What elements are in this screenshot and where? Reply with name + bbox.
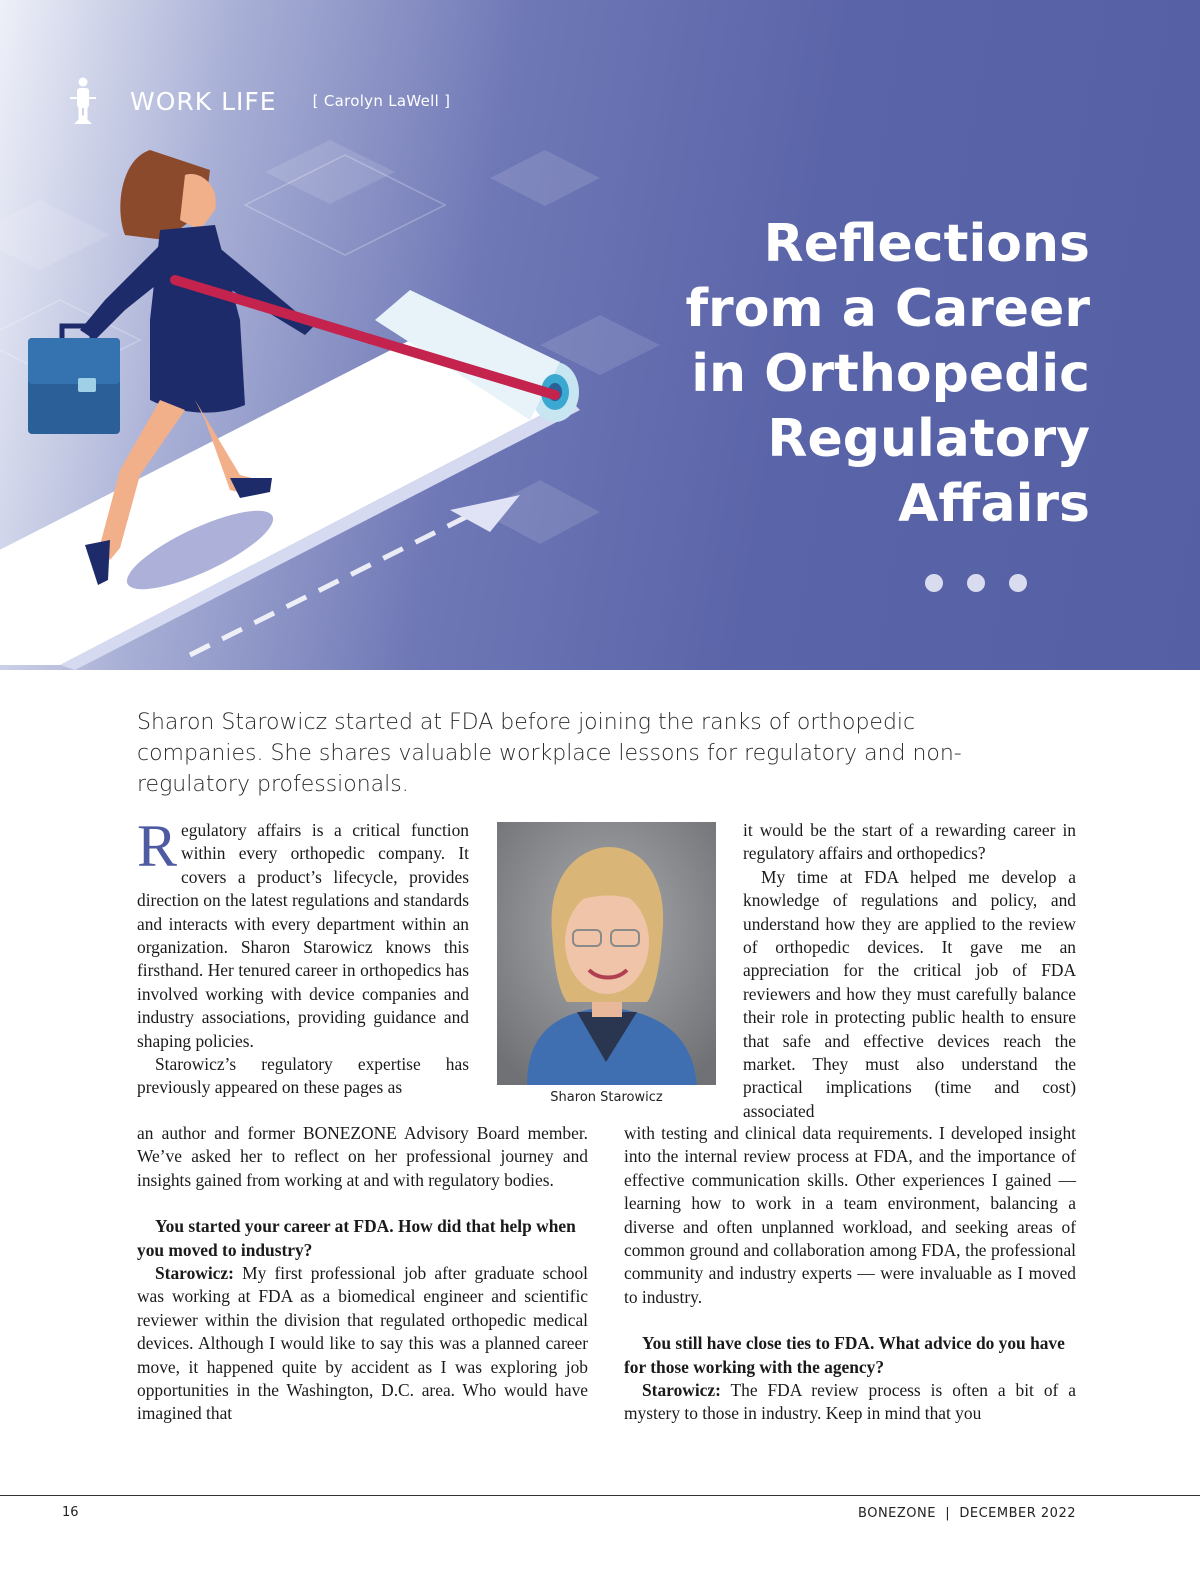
title-line: Regulatory (767, 409, 1090, 469)
column-2-lower (624, 1122, 1076, 1426)
answer-text: The FDA review process is often a bit of a mystery to those in industry. Keep in mind that you (624, 1380, 1076, 1424)
standing-figure-icon (66, 77, 100, 125)
article-deck: Sharon Starowicz started at FDA before joining the ranks of orthopedic companies. She shares valuable workplace lessons for regulatory and non-regulatory professionals. (137, 710, 962, 797)
question-2: You still have close ties to FDA. What advice do you have for those working with the agency? (624, 1333, 1065, 1377)
dot-icon (1009, 574, 1027, 592)
paragraph: My time at FDA helped me develop a knowledge of regulations and policy, and understand how they are applied to the review of orthopedic devices. It gave me an appreciation for the critical job of FDA reviewers and how they must carefully balance their role in protecting public health to ensure that safe and effective devices reach the market. They must also understand the practical implications (time and cost) associated (743, 866, 1076, 1121)
speaker-label: Starowicz: (642, 1380, 721, 1401)
publication-folio: BONEZONE | DECEMBER 2022 (858, 1506, 1076, 1521)
dot-icon (967, 574, 985, 592)
answer-text: My first professional job after graduate school was working at FDA as a biomedical engineer and scientific reviewer within the division that regulated orthopedic medical devices. Although I would like to say this was a planned career move, it happened quite by accident as I was exploring job opportunities in the Washington, D.C. area. Who would have imagined that (137, 1263, 588, 1424)
column-1-lower (137, 1122, 588, 1426)
portrait-photo (497, 822, 716, 1085)
dot-icon (925, 574, 943, 592)
section-label: WORK LIFE (130, 86, 277, 116)
intro-text: egulatory affairs is a critical function within every orthopedic company. It covers a product’s lifecycle, provides direction on the latest regulations and standards and interacts with every department within an organization. Sharon Starowicz knows this firsthand. Her tenured career in orthopedics has involved working with device companies and industry associations, providing guidance and shaping policies. (137, 820, 469, 1051)
title-line: Affairs (898, 474, 1090, 534)
intro-paragraph (137, 813, 469, 1053)
paragraph: it would be the start of a rewarding career in regulatory affairs and orthopedics? (743, 820, 1076, 864)
column-2-upper (743, 819, 1076, 1123)
paragraph: an author and former BONEZONE Advisory Board member. We’ve asked her to reflect on her professional journey and insights gained from working at and with regulatory bodies. (137, 1123, 588, 1190)
drop-cap: R (137, 813, 178, 879)
portrait-image (497, 822, 716, 1085)
column-1-upper (137, 813, 469, 1100)
decorative-dots (925, 574, 1027, 592)
title-line: from a Career (685, 279, 1090, 339)
title-line: in Orthopedic (691, 344, 1090, 404)
answer-2 (624, 1379, 1076, 1426)
speaker-label: Starowicz: (155, 1263, 234, 1284)
question-1: You started your career at FDA. How did that help when you moved to industry? (137, 1216, 576, 1260)
answer-1 (137, 1262, 588, 1426)
footer-divider (0, 1495, 1200, 1496)
paragraph: Starowicz’s regulatory expertise has previously appeared on these pages as (137, 1054, 469, 1098)
photo-caption: Sharon Starowicz (550, 1090, 663, 1105)
hero-banner (0, 0, 1200, 670)
title-line: Reflections (763, 214, 1090, 274)
section-header (66, 76, 450, 126)
byline: [ Carolyn LaWell ] (312, 92, 451, 110)
page-number: 16 (62, 1505, 79, 1520)
article-title (570, 212, 1090, 537)
paragraph: with testing and clinical data requirements. I developed insight into the internal review process at FDA, and the importance of effective communication skills. Other experiences I gained — learning how to work in a team environment, balancing a diverse and often unplanned workload, and seeking areas of common ground and collaboration among FDA, the professional community and industry experts — were invaluable as I moved to industry. (624, 1123, 1076, 1307)
